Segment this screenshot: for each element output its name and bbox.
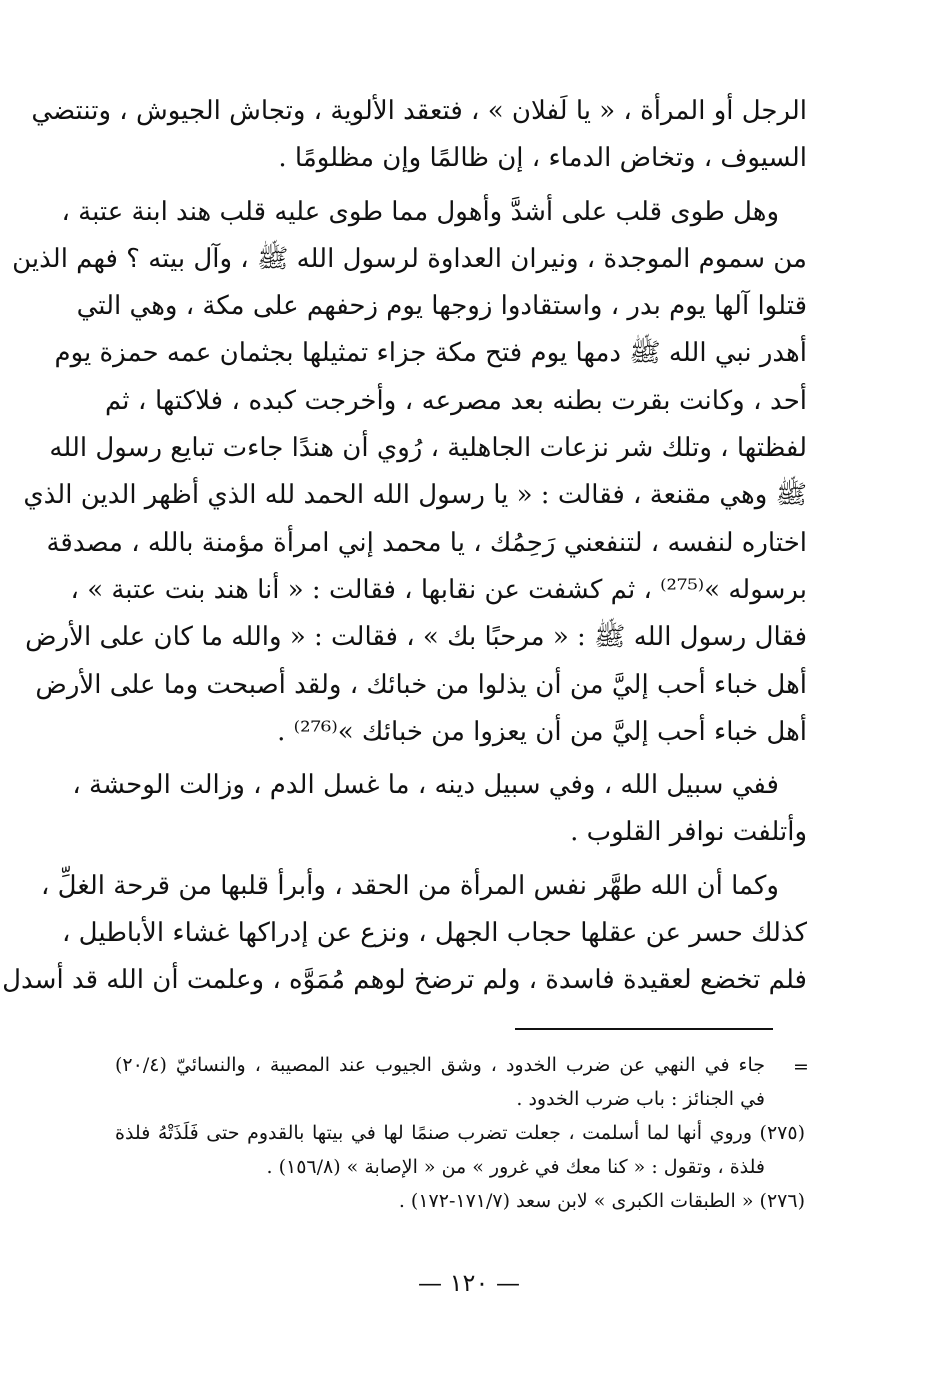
text-line: أحد ، وكانت بقرت بطنه بعد مصرعه ، وأخرجت كبده ، فلاكتها ، ثم <box>105 385 807 416</box>
text-line: ﷺ وهي مقنعة ، فقالت : « يا رسول الله الحمد لله الذي أظهر الدين الذي <box>23 480 807 511</box>
footnote-continuation-marker: = <box>793 1056 809 1078</box>
text-line: برسوله »⁽²⁷⁵⁾ ، ثم كشفت عن نقابها ، فقالت : « أنا هند بنت عتبة » ، <box>70 574 807 605</box>
text-line: أهدر نبي الله ﷺ دمها يوم فتح مكة جزاء تمثيلها بجثمان عمه حمزة يوم <box>54 338 807 369</box>
footnotes <box>115 1048 805 1218</box>
footnote-separator <box>515 1028 773 1030</box>
text-line: السيوف ، وتخاض الدماء ، إن ظالمًا وإن مظلومًا . <box>278 143 807 174</box>
text-line: وكما أن الله طهَّر نفس المرأة من الحقد ، وأبرأ قلبها من قرحة الغلِّ ، <box>40 870 779 901</box>
text-line: من سموم الموجدة ، ونيران العداوة لرسول الله ﷺ ، وآل بيته ؟ فهم الذين <box>12 243 807 274</box>
text-line: ففي سبيل الله ، وفي سبيل دينه ، ما غسل الدم ، وزالت الوحشة ، <box>72 770 779 801</box>
text-line: أهل خباء أحب إليَّ من أن يذلوا من خبائك ، ولقد أصبحت وما على الأرض <box>35 669 807 700</box>
text-line: اختاره لنفسه ، لتنفعني رَحِمُك ، يا محمد إني امرأة مؤمنة بالله ، مصدقة <box>46 527 807 558</box>
text-line: فقال رسول الله ﷺ : « مرحبًا بك » ، فقالت : « والله ما كان على الأرض <box>25 622 807 653</box>
footnote-line: فلذة ، وتقول : « كنا معك في غرور » من « الإصابة » (١٥٦/٨) . <box>266 1156 765 1178</box>
footnote-line: (٢٧٥) وروي أنها لما أسلمت ، جعلت تضرب صنمًا لها في بيتها بالقدوم حتى فَلَذَتْهُ فلذة <box>115 1122 805 1144</box>
text-line: وأتلفت نوافر القلوب . <box>570 817 807 848</box>
page-number: — ١٢٠ — <box>418 1269 520 1297</box>
text-line: كذلك حسر عن عقلها حجاب الجهل ، ونزع عن إدراكها غشاء الأباطيل ، <box>62 918 807 949</box>
text-line: وهل طوى قلب على أشدَّ وأهول مما طوى عليه قلب هند ابنة عتبة ، <box>61 196 779 227</box>
footnote-line: (٢٧٦) « الطبقات الكبرى » لابن سعد (١٧١/٧-١٧٢) . <box>398 1190 805 1212</box>
text-line: أهل خباء أحب إليَّ من أن يعزوا من خبائك »⁽²⁷⁶⁾ . <box>277 716 807 747</box>
text-line: فلم تخضع لعقيدة فاسدة ، ولم ترضخ لوهم مُمَوَّه ، وعلمت أن الله قد أسدل <box>2 965 807 996</box>
main-text <box>2 88 807 1005</box>
text-line: قتلوا آلها يوم بدر ، واستقادوا زوجها يوم زحفهم على مكة ، وهي التي <box>76 291 807 322</box>
text-line: الرجل أو المرأة ، « يا لَفلان » ، فتعقد الألوية ، وتجاش الجيوش ، وتنتضي <box>31 96 807 126</box>
footnote-line: في الجنائز : باب ضرب الخدود . <box>516 1088 765 1110</box>
text-line: لفظتها ، وتلك شر نزعات الجاهلية ، رُوي أن هندًا جاءت تبايع رسول الله <box>49 433 807 464</box>
footnote-line: جاء في النهي عن ضرب الخدود ، وشق الجيوب عند المصيبة ، والنسائيّ (٢٠/٤) <box>115 1054 765 1076</box>
